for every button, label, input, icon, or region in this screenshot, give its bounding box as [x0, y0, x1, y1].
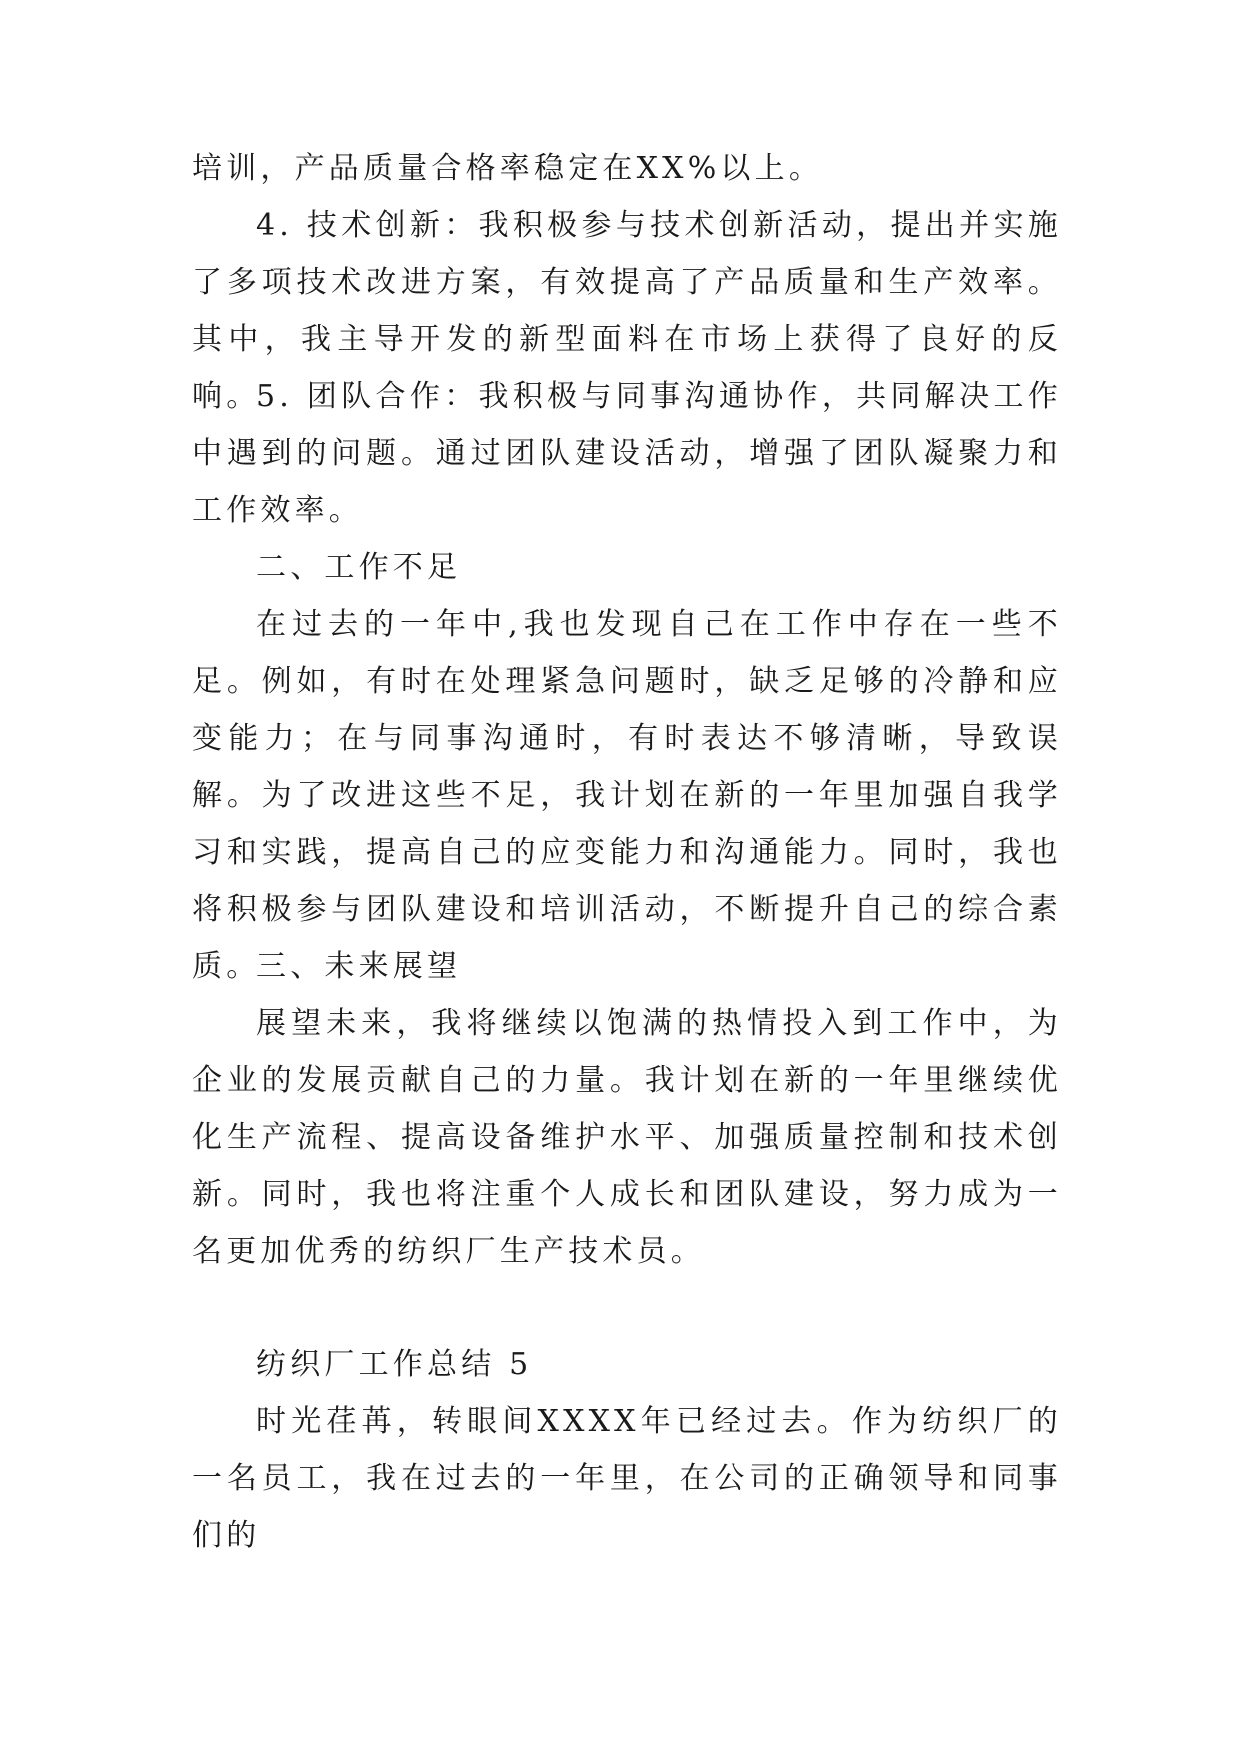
paragraph-summary-5-intro: 时光荏苒，转眼间XXXX年已经过去。作为纺织厂的一名员工，我在过去的一年里，在公司的正确领导和同事们的 [192, 1404, 1062, 1553]
paragraph-shortcomings: 在过去的一年中,我也发现自己在工作中存在一些不足。例如，有时在处理紧急问题时，缺乏足够的冷静和应变能力；在与同事沟通时，有时表达不够清晰，导致误解。为了改进这些不足，我计划在新的一年里加强自我学习和实践，提高自己的应变能力和沟通能力。同时，我也将积极参与团队建设和培训活动，不断提升自己的综合素质。 [192, 607, 1062, 984]
paragraph-tech-innovation: 4. 技术创新：我积极参与技术创新活动，提出并实施了多项技术改进方案，有效提高了产品质量和生产效率。其中，我主导开发的新型面料在市场上获得了良好的反响。 [192, 208, 1062, 414]
section-title-summary-5: 纺织厂工作总结 5 [256, 1347, 533, 1382]
section-heading-shortcomings: 二、工作不足 [256, 550, 462, 585]
paragraph-outlook: 展望未来，我将继续以饱满的热情投入到工作中，为企业的发展贡献自己的力量。我计划在新的一年里继续优化生产流程、提高设备维护水平、加强质量控制和技术创新。同时，我也将注重个人成长和团队建设，努力成为一名更加优秀的纺织厂生产技术员。 [192, 1006, 1062, 1269]
section-heading-outlook: 三、未来展望 [256, 949, 462, 984]
paragraph-teamwork: 5. 团队合作：我积极与同事沟通协作，共同解决工作中遇到的问题。通过团队建设活动，增强了团队凝聚力和工作效率。 [192, 379, 1062, 528]
paragraph-quality-rate: 培训，产品质量合格率稳定在XX%以上。 [192, 151, 824, 186]
